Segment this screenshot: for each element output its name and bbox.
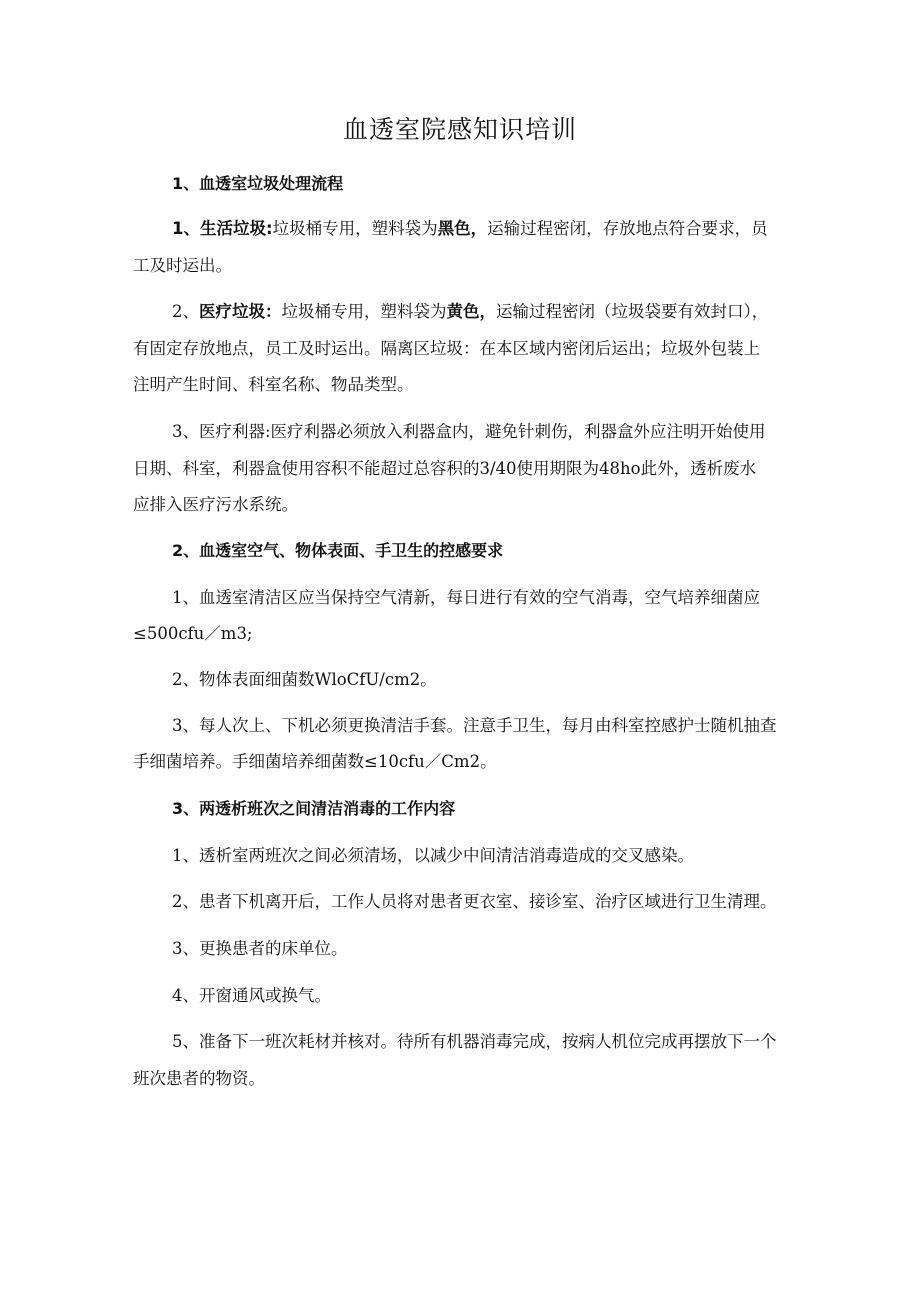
item-text: 运输过程密闭，存放地点符合要求，员 <box>487 219 768 238</box>
section-1-item-3-line-3: 应排入医疗污水系统。 <box>133 495 298 514</box>
section-3-item-5-line-2: 班次患者的物资。 <box>133 1069 265 1088</box>
item-emphasis: 黑色， <box>437 219 488 238</box>
section-1-item-3-line-2: 日期、科室，利器盒使用容积不能超过总容积的3/40使用期限为48ho此外，透析废水 <box>133 459 757 478</box>
section-3-item-2: 2、患者下机离开后，工作人员将对患者更衣室、接诊室、治疗区域进行卫生清理。 <box>172 892 777 911</box>
section-1-item-2-line-3: 注明产生时间、科室名称、物品类型。 <box>133 375 414 394</box>
section-3-item-3: 3、更换患者的床单位。 <box>172 939 348 958</box>
item-label: 医疗垃圾： <box>199 302 282 321</box>
section-1-item-2-line-2: 有固定存放地点，员工及时运出。隔离区垃圾：在本区域内密闭后运出；垃圾外包装上 <box>133 339 760 358</box>
section-1-item-2-line-1 <box>172 300 768 324</box>
section-2-item-3-line-1: 3、每人次上、下机必须更换清洁手套。注意手卫生，每月由科室控感护士随机抽查 <box>172 716 777 735</box>
item-text: 垃圾桶专用，塑料袋为 <box>272 219 438 238</box>
item-emphasis: 黄色， <box>446 302 496 321</box>
item-text: 运输过程密闭（垃圾袋要有效封口）， <box>496 302 769 321</box>
section-3-item-1: 1、透析室两班次之间必须清场，以减少中间清洁消毒造成的交叉感染。 <box>172 846 694 865</box>
section-1-heading: 1、血透室垃圾处理流程 <box>172 174 344 193</box>
item-label: 1、生活垃圾: <box>172 219 273 238</box>
section-2-item-1-line-1: 1、血透室清洁区应当保持空气清新，每日进行有效的空气消毒，空气培养细菌应 <box>172 588 760 607</box>
section-3-heading: 3、两透析班次之间清洁消毒的工作内容 <box>172 799 456 818</box>
section-1-item-3-line-1: 3、医疗利器:医疗利器必须放入利器盒内，避免针刺伤，利器盒外应注明开始使用 <box>172 422 766 441</box>
section-2-item-3-line-2: 手细菌培养。手细菌培养细菌数≤10cfu／Cm2。 <box>133 752 497 771</box>
section-2-heading: 2、血透室空气、物体表面、手卫生的控感要求 <box>172 541 504 560</box>
section-1-item-1-line-2: 工及时运出。 <box>133 256 232 275</box>
section-2-item-1-line-2: ≤500cfu／m3; <box>133 624 253 643</box>
section-2-item-2-line-1: 2、物体表面细菌数WloCfU/cm2。 <box>172 670 437 689</box>
item-text: 垃圾桶专用，塑料袋为 <box>281 302 447 321</box>
section-3-item-5-line-1: 5、准备下一班次耗材并核对。待所有机器消毒完成，按病人机位完成再摆放下一个 <box>172 1032 777 1051</box>
section-1-item-1-line-1 <box>172 217 768 241</box>
item-prefix: 2、 <box>172 302 199 321</box>
section-3-item-4: 4、开窗通风或换气。 <box>172 986 331 1005</box>
document-title: 血透室院感知识培训 <box>342 115 577 144</box>
